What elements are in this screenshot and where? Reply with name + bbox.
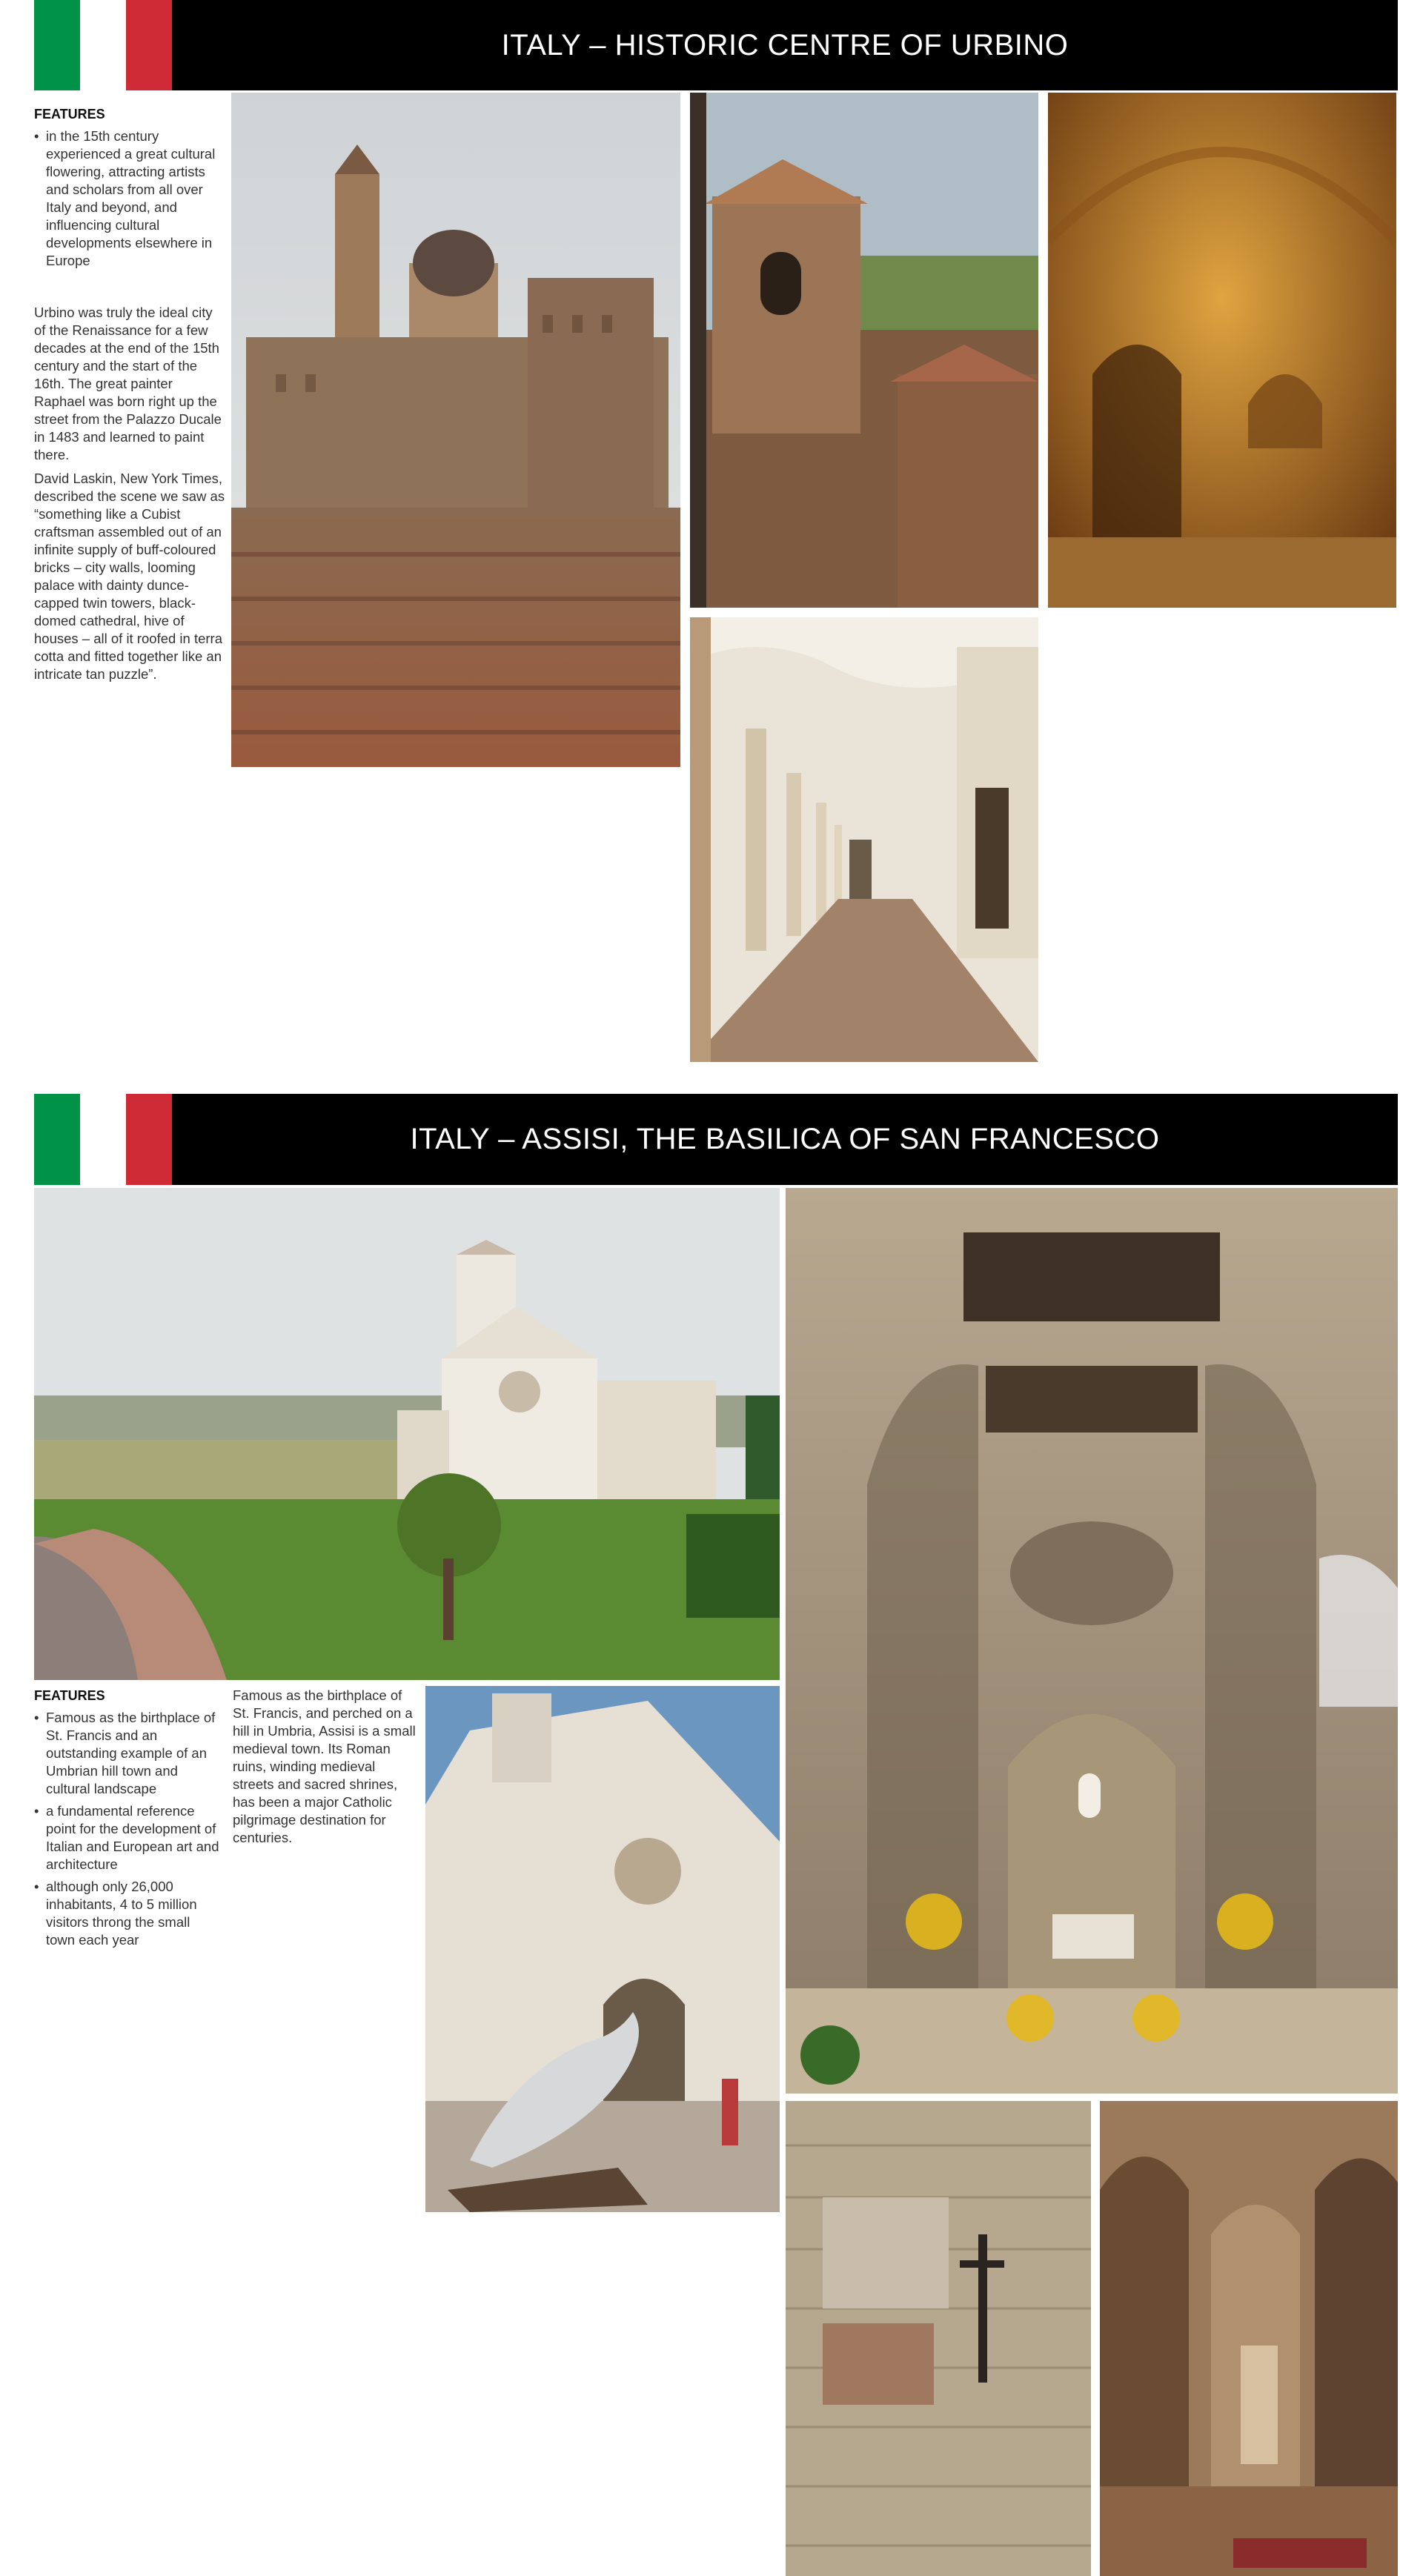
assisi-features-column — [34, 1687, 221, 1953]
assisi-features-heading: FEATURES — [34, 1688, 105, 1703]
section-title-urbino: ITALY – HISTORIC CENTRE OF URBINO — [172, 0, 1398, 90]
urbino-features-list — [34, 127, 225, 270]
assisi-feature-item: • Famous as the birthplace of St. Francis and an outstanding example of an Umbrian hill town and cultural landscape — [34, 1709, 221, 1798]
urbino-paragraph-1: Urbino was truly the ideal city of the Renaissance for a few decades at the end of the 15th century and the start of the 16th. The great painter Raphael was born right up the street from the Palazzo Ducale in 1483 and learned to paint there. — [34, 305, 222, 462]
photo-assisi-basilica-landscape — [34, 1188, 780, 1680]
assisi-feature-item: • although only 26,000 inhabitants, 4 to 5 million visitors throng the small town each year — [34, 1878, 221, 1949]
urbino-feature-item: • in the 15th century experienced a great cultural flowering, attracting artists and scholars from all over Italy and beyond, and influencing cultural developments elsewhere in Europe — [34, 127, 225, 270]
assisi-paragraph: Famous as the birthplace of St. Francis, and perched on a hill in Umbria, Assisi is a small medieval town. Its Roman ruins, winding medieval streets and sacred shrines, has been a major Catholic pilgrimage destination for centuries. — [233, 1687, 416, 1845]
photo-assisi-interior-arches — [1100, 2101, 1398, 2576]
urbino-features-heading: FEATURES — [34, 107, 105, 122]
assisi-paragraph-column — [233, 1687, 418, 1853]
photo-assisi-basilica-interior — [786, 1188, 1398, 2094]
photo-urbino-skyline — [231, 93, 680, 767]
photo-assisi-inscription-wall — [786, 2101, 1091, 2576]
italian-flag-urbino — [34, 0, 172, 90]
section-title-assisi: ITALY – ASSISI, THE BASILICA OF SAN FRANCESCO — [172, 1094, 1398, 1185]
photo-urbino-colonnade — [690, 617, 1038, 1062]
assisi-feature-item: • a fundamental reference point for the development of Italian and European art and architecture — [34, 1802, 221, 1873]
photo-assisi-dove-sculpture — [425, 1686, 780, 2212]
urbino-paragraph-2: David Laskin, New York Times, described the scene we saw as “something like a Cubist craftsman assembled out of an infinite supply of buff-coloured bricks – city walls, looming palace with dainty dunce-capped twin towers, black-domed cathedral, hive of houses – all of it roofed in terra cotta and fitted together like an intricate tan puzzle”. — [34, 471, 225, 682]
assisi-features-list — [34, 1709, 221, 1949]
italian-flag-assisi — [34, 1094, 172, 1185]
photo-urbino-bell-tower — [690, 93, 1038, 608]
photo-urbino-brick-vault — [1048, 93, 1396, 608]
urbino-text-column — [34, 105, 225, 689]
